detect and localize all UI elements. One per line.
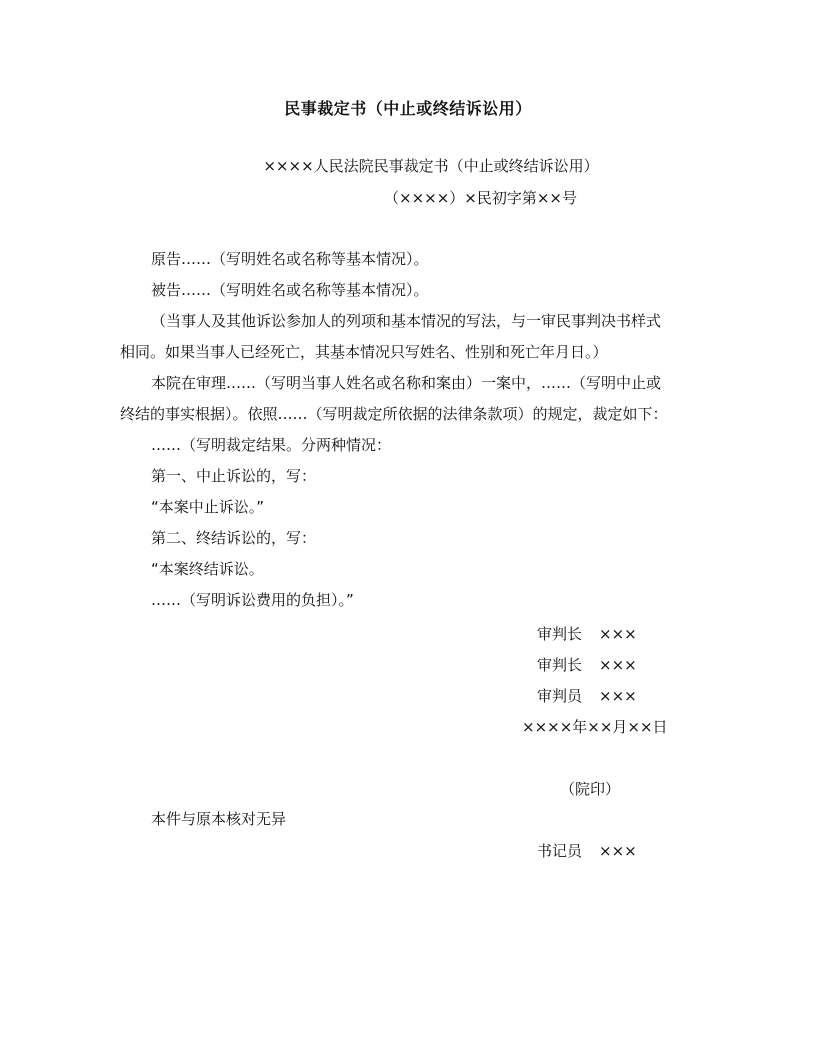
court-seal: （院印） [560, 780, 621, 798]
signature-name: ××× [599, 842, 637, 860]
plaintiff-paragraph: 原告……（写明姓名或名称等基本情况）。 [151, 250, 429, 268]
signature-role: 审判长 [537, 625, 583, 643]
signature-role: 审判员 [537, 687, 583, 705]
ruling-date: ××××年××月××日 [522, 718, 668, 736]
case-number: （××××）×民初字第××号 [384, 189, 577, 207]
defendant-paragraph: 被告……（写明姓名或名称等基本情况）。 [151, 281, 429, 299]
court-subtitle: ××××人民法院民事裁定书（中止或终结诉讼用） [263, 157, 599, 175]
trial-paragraph-line-2: 终结的事实根据）。依照……（写明裁定所依据的法律条款项）的规定，裁定如下： [120, 405, 668, 423]
case-two-heading: 第二、终结诉讼的，写： [151, 529, 317, 547]
signature-presiding-judge-1 [537, 623, 637, 644]
signature-name: ××× [599, 687, 637, 705]
signature-role: 书记员 [537, 842, 583, 860]
trial-paragraph-line-1: 本院在审理……（写明当事人姓名或名称和案由）一案中，……（写明中止或 [151, 374, 662, 392]
signature-role: 审判长 [537, 656, 583, 674]
signature-clerk [537, 840, 637, 861]
costs-paragraph: ……（写明诉讼费用的负担）。” [151, 591, 354, 609]
parties-note-line-2: 相同。如果当事人已经死亡，其基本情况只写姓名、性别和死亡年月日。） [120, 343, 608, 361]
signature-name: ××× [599, 656, 637, 674]
case-one-text: “本案中止诉讼。” [151, 498, 265, 516]
signature-presiding-judge-2 [537, 654, 637, 675]
verification-statement: 本件与原本核对无异 [151, 810, 287, 828]
case-two-text: “本案终结诉讼。 [151, 560, 264, 578]
parties-note-line-1: （当事人及其他诉讼参加人的列项和基本情况的写法，与一审民事判决书样式 [151, 312, 662, 330]
ruling-intro: ……（写明裁定结果。分两种情况： [151, 436, 392, 454]
signature-name: ××× [599, 625, 637, 643]
signature-judge [537, 685, 637, 706]
document-title: 民事裁定书（中止或终结诉讼用） [284, 99, 532, 118]
case-one-heading: 第一、中止诉讼的，写： [151, 467, 317, 485]
